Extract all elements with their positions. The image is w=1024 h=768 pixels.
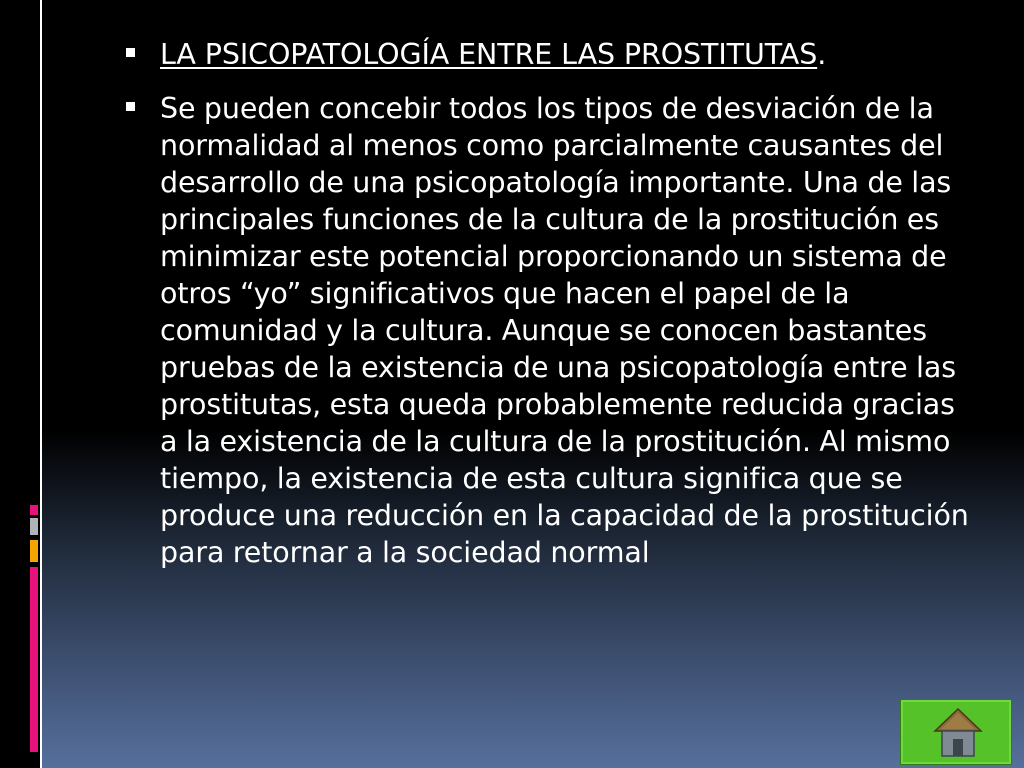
accent-bar-pink-tall: [30, 567, 38, 752]
square-bullet-icon: [126, 48, 135, 57]
accent-bar-pink-small: [30, 505, 38, 515]
slide-title: LA PSICOPATOLOGÍA ENTRE LAS PROSTITUTAS: [160, 38, 818, 71]
slide-body-text: Se pueden concebir todos los tipos de desviación de la normalidad al menos como parcialmente causantes del desarrollo de una psicopatología importante. Una de las principales funciones de la cultura de la prostitución es minimizar este potencial proporcionando un sistema de otros “yo” significativos que hacen el papel de la comunidad y la cultura. Aunque se conocen bastantes pruebas de la existencia de una psicopatología entre las prostitutas, esta queda probablemente reducida gracias a la existencia de la cultura de la prostitución. Al mismo tiempo, la existencia de esta cultura significa que se produce una reducción en la capacidad de la prostitución para retornar a la sociedad normal: [160, 92, 969, 569]
accent-bar-gray: [30, 518, 38, 535]
slide-border-line: [40, 0, 42, 768]
bullet-title: [122, 36, 972, 73]
square-bullet-icon: [126, 102, 135, 111]
slide-content: [122, 36, 972, 571]
bullet-body: [122, 90, 972, 571]
title-period: .: [817, 38, 827, 71]
home-button[interactable]: [900, 699, 1012, 765]
accent-bar-orange: [30, 540, 38, 562]
home-icon: [933, 707, 983, 759]
